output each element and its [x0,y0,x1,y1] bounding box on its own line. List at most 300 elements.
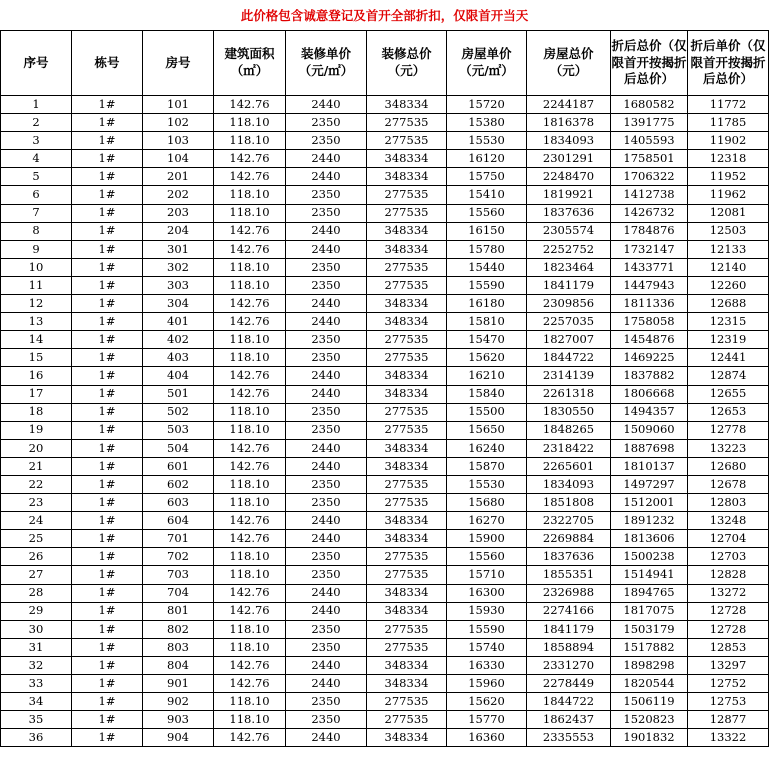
discount-notice: 此价格包含诚意登记及首开全部折扣，仅限首开当天 [240,8,529,23]
table-row [1,240,769,258]
cell-deco_unit: 2350 [286,566,367,584]
cell-house_total: 1858894 [527,638,611,656]
cell-seq: 22 [1,475,72,493]
cell-deco_unit: 2350 [286,494,367,512]
cell-house_total: 2309856 [527,295,611,313]
cell-house_unit: 16270 [447,512,527,530]
cell-house_total: 2335553 [527,729,611,747]
cell-house_total: 1855351 [527,566,611,584]
cell-building: 1# [72,96,143,114]
cell-disc_unit: 12653 [688,403,769,421]
cell-seq: 13 [1,313,72,331]
header-row [1,31,769,96]
cell-room: 802 [143,620,214,638]
cell-house_unit: 15840 [447,385,527,403]
cell-deco_unit: 2440 [286,656,367,674]
cell-house_unit: 15560 [447,204,527,222]
table-body [1,96,769,747]
cell-house_unit: 15740 [447,638,527,656]
table-row [1,96,769,114]
cell-building: 1# [72,656,143,674]
cell-deco_unit: 2440 [286,295,367,313]
cell-deco_unit: 2350 [286,204,367,222]
cell-house_total: 2305574 [527,222,611,240]
cell-disc_unit: 12778 [688,421,769,439]
cell-area: 142.76 [214,385,286,403]
cell-disc_total: 1520823 [611,711,688,729]
cell-house_unit: 15440 [447,258,527,276]
cell-area: 142.76 [214,512,286,530]
cell-building: 1# [72,367,143,385]
cell-disc_unit: 12503 [688,222,769,240]
table-row [1,349,769,367]
table-row [1,675,769,693]
table-row [1,693,769,711]
cell-house_unit: 15750 [447,168,527,186]
cell-room: 701 [143,530,214,548]
cell-house_total: 2248470 [527,168,611,186]
cell-seq: 33 [1,675,72,693]
cell-disc_total: 1817075 [611,602,688,620]
cell-building: 1# [72,711,143,729]
cell-deco_unit: 2350 [286,693,367,711]
cell-area: 118.10 [214,258,286,276]
cell-house_total: 1819921 [527,186,611,204]
cell-room: 104 [143,150,214,168]
cell-seq: 15 [1,349,72,367]
cell-building: 1# [72,530,143,548]
cell-house_unit: 15500 [447,403,527,421]
cell-deco_total: 348334 [367,240,447,258]
cell-disc_unit: 12728 [688,620,769,638]
cell-house_total: 1823464 [527,258,611,276]
cell-room: 201 [143,168,214,186]
cell-house_total: 2244187 [527,96,611,114]
cell-house_total: 1837636 [527,548,611,566]
cell-house_total: 1827007 [527,331,611,349]
cell-area: 118.10 [214,114,286,132]
cell-deco_total: 277535 [367,475,447,493]
cell-deco_total: 277535 [367,132,447,150]
column-label: 装修总价 [381,46,432,62]
cell-house_total: 1844722 [527,693,611,711]
cell-building: 1# [72,349,143,367]
table-row [1,186,769,204]
cell-deco_total: 277535 [367,711,447,729]
cell-disc_unit: 13223 [688,439,769,457]
cell-deco_unit: 2440 [286,457,367,475]
cell-house_unit: 15900 [447,530,527,548]
cell-area: 118.10 [214,566,286,584]
cell-deco_unit: 2350 [286,548,367,566]
cell-deco_total: 348334 [367,222,447,240]
cell-disc_total: 1806668 [611,385,688,403]
cell-disc_total: 1680582 [611,96,688,114]
cell-deco_total: 277535 [367,638,447,656]
column-header-building [72,31,143,96]
cell-room: 604 [143,512,214,530]
cell-disc_total: 1517882 [611,638,688,656]
cell-deco_total: 277535 [367,331,447,349]
cell-house_total: 2326988 [527,584,611,602]
cell-house_total: 2322705 [527,512,611,530]
cell-house_unit: 15930 [447,602,527,620]
cell-room: 101 [143,96,214,114]
cell-area: 142.76 [214,367,286,385]
cell-disc_total: 1405593 [611,132,688,150]
cell-deco_total: 277535 [367,494,447,512]
cell-deco_total: 348334 [367,168,447,186]
cell-building: 1# [72,276,143,294]
cell-building: 1# [72,240,143,258]
cell-deco_unit: 2350 [286,331,367,349]
cell-room: 901 [143,675,214,693]
cell-room: 803 [143,638,214,656]
cell-deco_total: 277535 [367,693,447,711]
cell-house_total: 1841179 [527,620,611,638]
cell-area: 118.10 [214,276,286,294]
cell-disc_total: 1898298 [611,656,688,674]
cell-area: 118.10 [214,494,286,512]
cell-house_total: 1862437 [527,711,611,729]
column-label: 房屋单价 [461,46,512,62]
cell-deco_total: 277535 [367,276,447,294]
cell-deco_unit: 2350 [286,421,367,439]
cell-building: 1# [72,584,143,602]
cell-disc_total: 1758501 [611,150,688,168]
cell-seq: 30 [1,620,72,638]
cell-disc_unit: 11962 [688,186,769,204]
column-header-seq [1,31,72,96]
cell-room: 704 [143,584,214,602]
table-row [1,421,769,439]
cell-disc_total: 1433771 [611,258,688,276]
cell-seq: 28 [1,584,72,602]
cell-seq: 31 [1,638,72,656]
cell-seq: 34 [1,693,72,711]
cell-seq: 32 [1,656,72,674]
cell-area: 142.76 [214,675,286,693]
cell-deco_total: 348334 [367,512,447,530]
cell-room: 304 [143,295,214,313]
cell-disc_unit: 12678 [688,475,769,493]
cell-house_total: 2257035 [527,313,611,331]
column-unit: （元） [549,63,588,78]
cell-room: 801 [143,602,214,620]
cell-seq: 9 [1,240,72,258]
cell-disc_unit: 12704 [688,530,769,548]
cell-deco_total: 277535 [367,403,447,421]
cell-seq: 14 [1,331,72,349]
cell-deco_unit: 2350 [286,132,367,150]
cell-building: 1# [72,494,143,512]
cell-room: 503 [143,421,214,439]
cell-disc_unit: 12874 [688,367,769,385]
cell-deco_total: 277535 [367,186,447,204]
cell-house_total: 2274166 [527,602,611,620]
cell-house_unit: 15650 [447,421,527,439]
cell-deco_unit: 2440 [286,367,367,385]
cell-deco_total: 277535 [367,349,447,367]
cell-disc_total: 1512001 [611,494,688,512]
cell-building: 1# [72,566,143,584]
cell-disc_total: 1509060 [611,421,688,439]
cell-deco_unit: 2440 [286,96,367,114]
column-unit: （元/㎡） [459,63,514,78]
cell-room: 702 [143,548,214,566]
table-row [1,494,769,512]
column-label: 折后单价（仅限首开按揭折后总价） [690,37,766,87]
cell-area: 142.76 [214,530,286,548]
cell-house_total: 1816378 [527,114,611,132]
cell-house_unit: 15680 [447,494,527,512]
cell-disc_total: 1391775 [611,114,688,132]
cell-disc_unit: 12828 [688,566,769,584]
cell-deco_total: 348334 [367,729,447,747]
cell-room: 501 [143,385,214,403]
cell-house_unit: 15590 [447,620,527,638]
table-row [1,566,769,584]
cell-disc_total: 1447943 [611,276,688,294]
cell-seq: 29 [1,602,72,620]
cell-room: 404 [143,367,214,385]
table-row [1,168,769,186]
cell-area: 118.10 [214,548,286,566]
cell-room: 502 [143,403,214,421]
table-row [1,602,769,620]
cell-deco_total: 277535 [367,114,447,132]
cell-room: 403 [143,349,214,367]
cell-house_unit: 16120 [447,150,527,168]
column-label: 折后总价（仅限首开按揭折后总价） [611,37,687,87]
price-table [0,30,769,747]
cell-room: 301 [143,240,214,258]
cell-disc_total: 1820544 [611,675,688,693]
cell-area: 142.76 [214,96,286,114]
cell-room: 603 [143,494,214,512]
cell-house_unit: 15620 [447,349,527,367]
cell-area: 118.10 [214,403,286,421]
cell-disc_total: 1837882 [611,367,688,385]
cell-seq: 4 [1,150,72,168]
cell-disc_total: 1503179 [611,620,688,638]
cell-building: 1# [72,331,143,349]
cell-area: 142.76 [214,240,286,258]
cell-area: 118.10 [214,711,286,729]
cell-deco_total: 348334 [367,457,447,475]
cell-house_unit: 15380 [447,114,527,132]
cell-disc_unit: 12081 [688,204,769,222]
cell-area: 142.76 [214,439,286,457]
cell-deco_total: 348334 [367,602,447,620]
cell-disc_unit: 12315 [688,313,769,331]
cell-room: 504 [143,439,214,457]
cell-disc_unit: 12655 [688,385,769,403]
cell-seq: 6 [1,186,72,204]
cell-area: 142.76 [214,295,286,313]
cell-building: 1# [72,150,143,168]
cell-room: 202 [143,186,214,204]
cell-building: 1# [72,313,143,331]
column-header-deco_unit [286,31,367,96]
cell-disc_unit: 11772 [688,96,769,114]
column-label: 房号 [165,54,191,70]
cell-disc_total: 1497297 [611,475,688,493]
cell-disc_unit: 13297 [688,656,769,674]
cell-deco_unit: 2440 [286,168,367,186]
cell-disc_unit: 11952 [688,168,769,186]
cell-room: 302 [143,258,214,276]
cell-deco_unit: 2440 [286,385,367,403]
cell-room: 204 [143,222,214,240]
cell-house_unit: 16330 [447,656,527,674]
cell-deco_unit: 2350 [286,620,367,638]
cell-seq: 20 [1,439,72,457]
cell-deco_total: 348334 [367,675,447,693]
cell-deco_unit: 2440 [286,729,367,747]
cell-building: 1# [72,421,143,439]
cell-house_total: 2301291 [527,150,611,168]
column-unit: （㎡） [230,63,269,78]
cell-building: 1# [72,638,143,656]
cell-building: 1# [72,475,143,493]
cell-disc_total: 1891232 [611,512,688,530]
column-header-area [214,31,286,96]
cell-disc_unit: 12877 [688,711,769,729]
cell-seq: 24 [1,512,72,530]
column-header-disc_unit [688,31,769,96]
cell-building: 1# [72,602,143,620]
table-row [1,711,769,729]
cell-room: 402 [143,331,214,349]
cell-seq: 1 [1,96,72,114]
table-row [1,204,769,222]
cell-disc_unit: 12803 [688,494,769,512]
cell-room: 103 [143,132,214,150]
cell-room: 602 [143,475,214,493]
cell-area: 118.10 [214,186,286,204]
cell-disc_unit: 12140 [688,258,769,276]
cell-house_total: 2278449 [527,675,611,693]
table-row [1,367,769,385]
cell-house_total: 1848265 [527,421,611,439]
table-row [1,475,769,493]
column-label: 装修单价 [300,46,351,62]
table-row [1,150,769,168]
cell-disc_total: 1810137 [611,457,688,475]
cell-seq: 27 [1,566,72,584]
table-row [1,548,769,566]
cell-house_unit: 16150 [447,222,527,240]
cell-seq: 5 [1,168,72,186]
table-row [1,729,769,747]
column-label: 序号 [23,54,49,70]
cell-house_total: 2265601 [527,457,611,475]
cell-house_unit: 16240 [447,439,527,457]
cell-room: 601 [143,457,214,475]
cell-disc_total: 1887698 [611,439,688,457]
cell-house_unit: 15410 [447,186,527,204]
cell-deco_unit: 2350 [286,711,367,729]
cell-area: 118.10 [214,693,286,711]
table-header [1,31,769,96]
cell-disc_unit: 13248 [688,512,769,530]
column-label: 建筑面积 [224,46,275,62]
cell-disc_unit: 11902 [688,132,769,150]
cell-house_total: 1841179 [527,276,611,294]
table-row [1,584,769,602]
cell-house_total: 2252752 [527,240,611,258]
table-row [1,620,769,638]
cell-disc_unit: 12752 [688,675,769,693]
cell-deco_total: 277535 [367,566,447,584]
cell-deco_total: 348334 [367,313,447,331]
table-row [1,457,769,475]
cell-disc_total: 1469225 [611,349,688,367]
cell-seq: 18 [1,403,72,421]
table-row [1,403,769,421]
cell-disc_unit: 12133 [688,240,769,258]
cell-house_total: 2318422 [527,439,611,457]
cell-house_unit: 16360 [447,729,527,747]
cell-deco_unit: 2350 [286,114,367,132]
cell-area: 118.10 [214,331,286,349]
cell-disc_unit: 12703 [688,548,769,566]
column-header-room [143,31,214,96]
cell-room: 903 [143,711,214,729]
cell-house_unit: 16300 [447,584,527,602]
cell-house_unit: 15470 [447,331,527,349]
cell-deco_unit: 2350 [286,403,367,421]
cell-house_unit: 15560 [447,548,527,566]
cell-room: 902 [143,693,214,711]
cell-deco_unit: 2440 [286,530,367,548]
cell-disc_total: 1500238 [611,548,688,566]
cell-disc_unit: 12260 [688,276,769,294]
cell-seq: 10 [1,258,72,276]
cell-house_unit: 16210 [447,367,527,385]
cell-area: 142.76 [214,584,286,602]
cell-disc_unit: 13272 [688,584,769,602]
column-header-house_unit [447,31,527,96]
cell-room: 102 [143,114,214,132]
cell-building: 1# [72,258,143,276]
cell-disc_unit: 12318 [688,150,769,168]
cell-seq: 11 [1,276,72,294]
cell-room: 303 [143,276,214,294]
cell-building: 1# [72,114,143,132]
cell-area: 142.76 [214,150,286,168]
column-header-deco_total [367,31,447,96]
cell-house_total: 1834093 [527,475,611,493]
cell-deco_total: 348334 [367,150,447,168]
cell-disc_total: 1732147 [611,240,688,258]
cell-seq: 17 [1,385,72,403]
cell-building: 1# [72,729,143,747]
cell-building: 1# [72,439,143,457]
cell-area: 142.76 [214,729,286,747]
cell-building: 1# [72,168,143,186]
column-label: 栋号 [94,54,120,70]
cell-deco_total: 277535 [367,204,447,222]
cell-deco_unit: 2440 [286,240,367,258]
cell-building: 1# [72,457,143,475]
cell-house_unit: 15590 [447,276,527,294]
cell-disc_unit: 12441 [688,349,769,367]
cell-house_unit: 15620 [447,693,527,711]
cell-building: 1# [72,675,143,693]
cell-deco_total: 277535 [367,548,447,566]
